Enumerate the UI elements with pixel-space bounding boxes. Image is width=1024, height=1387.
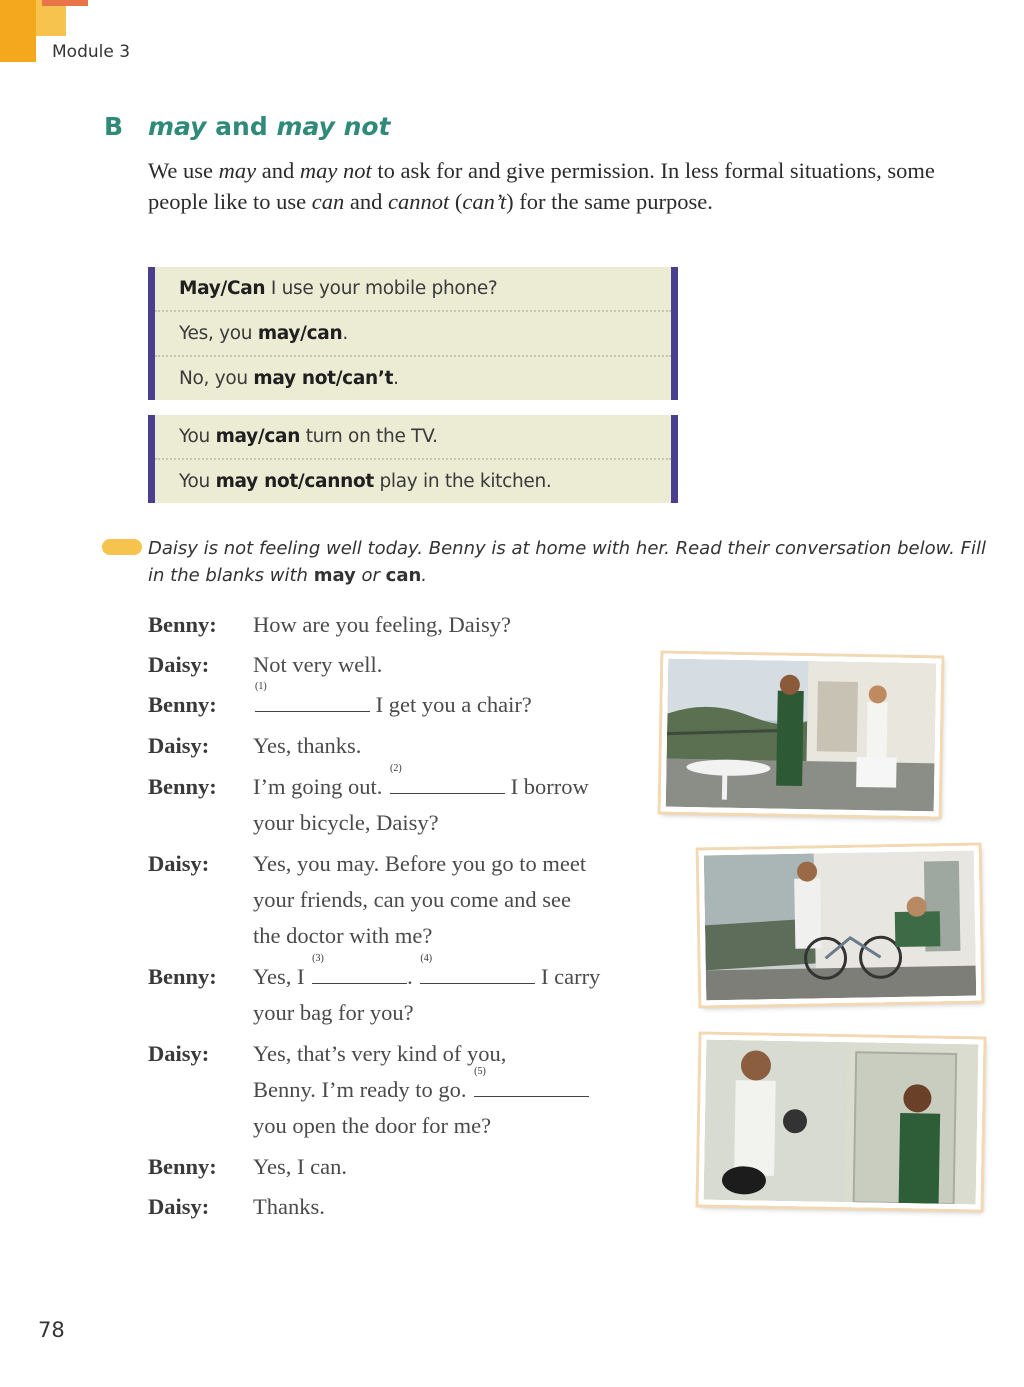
blank-3-input[interactable]: (3) — [312, 965, 407, 984]
dialogue-line: Yes, I can. — [253, 1154, 347, 1179]
photo-door — [699, 1035, 984, 1210]
dialogue-line: Benny. I’m ready to go. (5) — [253, 1077, 589, 1103]
speaker-label: Benny: — [148, 774, 217, 799]
section-title-may-not: may not — [276, 112, 391, 141]
exercise-instruction: Daisy is not feeling well today. Benny is at home with her. Read their conversation below. Fill in the blanks with may or can. — [148, 538, 986, 586]
speaker-label: Benny: — [148, 1154, 217, 1179]
exercise-bullet-icon — [102, 539, 142, 555]
speaker-label: Daisy: — [148, 652, 210, 677]
speaker-label: Daisy: — [148, 851, 210, 876]
blank-1-input[interactable]: (1) — [255, 693, 370, 712]
example-row: No, you may not/can’t. — [179, 368, 399, 389]
section-title — [148, 112, 391, 141]
corner-decoration — [0, 0, 36, 62]
dialogue-line: Yes, that’s very kind of you, — [253, 1041, 507, 1066]
module-label: Module 3 — [52, 42, 131, 62]
example-box-questions — [148, 267, 678, 400]
dialogue-line: Yes, I (3) . (4) I carry — [253, 953, 601, 989]
dialogue-line: Yes, you may. Before you go to meet — [253, 851, 587, 876]
speaker-label: Benny: — [148, 612, 217, 637]
photo-bicycle — [699, 846, 982, 1006]
speaker-label: Benny: — [148, 964, 217, 989]
photo-door-image — [704, 1040, 979, 1205]
example-box-statements — [148, 415, 678, 503]
page-number: 78 — [38, 1318, 65, 1342]
dialogue-line: I’m going out. (2) I borrow — [253, 763, 589, 799]
example-row: You may not/cannot play in the kitchen. — [179, 471, 552, 492]
corner-decoration-stripe — [42, 0, 88, 6]
dialogue-line: your bag for you? — [253, 1000, 414, 1025]
dialogue-line: Thanks. — [253, 1194, 325, 1219]
dialogue-line: you open the door for me? — [253, 1113, 492, 1138]
speaker-label: Benny: — [148, 692, 217, 717]
section-title-may: may — [148, 112, 207, 141]
blank-5-input[interactable]: (5) — [474, 1078, 589, 1097]
speaker-label: Daisy: — [148, 1194, 210, 1219]
dialogue-line: How are you feeling, Daisy? — [253, 612, 512, 637]
dialogue-line: your friends, can you come and see — [253, 887, 572, 912]
blank-4-input[interactable]: (4) — [420, 965, 535, 984]
dialogue-line: the doctor with me? — [253, 923, 433, 948]
example-row: Yes, you may/can. — [155, 312, 671, 357]
section-letter: B — [104, 112, 124, 141]
dialogue-line: (1) I get you a chair? — [255, 681, 532, 717]
dialogue-line: Not very well. — [253, 652, 383, 677]
dialogue-line: Yes, thanks. — [253, 733, 362, 758]
photo-bicycle-image — [704, 851, 976, 1001]
dialogue-line: your bicycle, Daisy? — [253, 810, 439, 835]
speaker-label: Daisy: — [148, 733, 210, 758]
photo-balcony-image — [666, 659, 937, 812]
photo-balcony — [661, 654, 942, 817]
speaker-label: Daisy: — [148, 1041, 210, 1066]
example-row: You may/can turn on the TV. — [155, 415, 671, 460]
intro-paragraph: We use may and may not to ask for and give permission. In less formal situations, some people like to use can and cannot (can’t) for the same purpose. — [148, 158, 935, 214]
example-row: May/Can I use your mobile phone? — [155, 267, 671, 312]
blank-2-input[interactable]: (2) — [390, 775, 505, 794]
section-title-and: and — [206, 112, 277, 141]
